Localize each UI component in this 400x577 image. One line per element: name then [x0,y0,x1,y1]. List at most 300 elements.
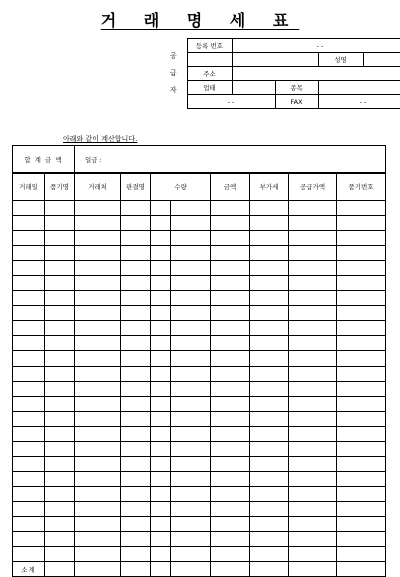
ledger-cell[interactable] [121,547,151,562]
ledger-cell[interactable] [211,261,250,276]
ledger-entry-row [13,471,386,486]
ledger-cell[interactable] [121,231,151,246]
ledger-cell[interactable] [45,396,75,411]
ledger-entry-row [13,486,386,501]
ledger-cell[interactable] [171,231,211,246]
ledger-cell[interactable] [337,306,386,321]
ledger-cell[interactable] [75,231,121,246]
subtotal-row [13,562,386,577]
ledger-cell[interactable] [337,501,386,516]
ledger-cell[interactable] [171,366,211,381]
ledger-cell[interactable] [75,471,121,486]
ledger-entry-row [13,411,386,426]
ledger-cell[interactable] [289,471,337,486]
ledger-cell[interactable] [75,486,121,501]
ledger-cell[interactable] [151,216,171,231]
ledger-cell[interactable] [211,306,250,321]
ledger-cell[interactable] [121,532,151,547]
ledger-header-row [13,173,386,201]
ledger-cell[interactable] [151,426,171,441]
ledger-cell[interactable] [211,351,250,366]
ledger-cell[interactable] [75,501,121,516]
ledger-cell[interactable] [171,456,211,471]
ledger-cell[interactable] [211,201,250,216]
ledger-cell[interactable] [337,336,386,351]
supplier-info-table [160,38,400,109]
ledger-cell[interactable] [337,396,386,411]
ledger-cell[interactable] [75,351,121,366]
ledger-cell[interactable] [75,336,121,351]
ledger-cell[interactable] [75,366,121,381]
ledger-cell[interactable] [13,306,45,321]
ledger-cell[interactable] [45,336,75,351]
notice-text: 아래와 같이 계산합니다. [63,135,138,143]
ledger-entry-row [13,201,386,216]
ledger-cell[interactable] [211,366,250,381]
header-quantity: 수량 [151,173,211,201]
header-transaction-date: 거래일 [13,173,45,201]
ledger-cell[interactable] [121,351,151,366]
ledger-cell[interactable] [171,532,211,547]
ledger-cell[interactable] [45,501,75,516]
ledger-cell[interactable] [211,471,250,486]
ledger-cell[interactable] [121,486,151,501]
ledger-cell[interactable] [75,201,121,216]
ledger-cell[interactable] [289,366,337,381]
ledger-cell[interactable] [171,562,211,577]
ledger-cell[interactable] [250,411,289,426]
ledger-cell[interactable] [121,246,151,261]
ledger-cell[interactable] [211,426,250,441]
ledger-entry-row [13,291,386,306]
ledger-cell[interactable] [171,216,211,231]
ledger-cell[interactable] [171,396,211,411]
ledger-entry-row [13,261,386,276]
ledger-cell[interactable] [289,562,337,577]
ledger-cell[interactable] [289,216,337,231]
ledger-cell[interactable] [75,246,121,261]
ledger-entry-row [13,246,386,261]
ledger-cell[interactable] [289,532,337,547]
ledger-cell[interactable] [211,411,250,426]
ledger-cell[interactable] [75,516,121,531]
header-item-number: 품기번호 [337,173,386,201]
ledger-cell[interactable] [121,261,151,276]
ledger-cell[interactable] [250,562,289,577]
ledger-cell[interactable] [13,486,45,501]
ledger-cell[interactable] [13,381,45,396]
ledger-cell[interactable] [289,516,337,531]
ledger-cell[interactable] [13,336,45,351]
ledger-cell[interactable] [121,471,151,486]
ledger-cell[interactable] [75,562,121,577]
ledger-cell[interactable] [250,516,289,531]
ledger-cell[interactable] [121,411,151,426]
ledger-cell[interactable] [337,426,386,441]
ledger-cell[interactable] [250,486,289,501]
phone-value: - - [187,95,275,109]
ledger-entry-row [13,306,386,321]
ledger-entry-row [13,426,386,441]
ledger-cell[interactable] [13,396,45,411]
ledger-cell[interactable] [45,246,75,261]
ledger-cell[interactable] [151,381,171,396]
ledger-entry-row [13,336,386,351]
ledger-cell[interactable] [250,246,289,261]
ledger-cell[interactable] [211,486,250,501]
ledger-cell[interactable] [171,547,211,562]
ledger-cell[interactable] [75,321,121,336]
ledger-entry-row [13,366,386,381]
ledger-cell[interactable] [121,441,151,456]
ledger-cell[interactable] [171,426,211,441]
ledger-cell[interactable] [45,351,75,366]
ledger-cell[interactable] [211,231,250,246]
ledger-cell[interactable] [13,291,45,306]
ledger-cell[interactable] [171,486,211,501]
ledger-entry-row [13,396,386,411]
ledger-entry-row [13,501,386,516]
ledger-cell[interactable] [289,261,337,276]
supplier-side-label: 공 급 자 [169,52,177,94]
ledger-cell[interactable] [337,411,386,426]
representative-name-value[interactable] [363,53,400,67]
ledger-cell[interactable] [211,291,250,306]
ledger-cell[interactable] [121,562,151,577]
ledger-cell[interactable] [151,501,171,516]
ledger-cell[interactable] [121,516,151,531]
ledger-cell[interactable] [289,441,337,456]
ledger-entry-row [13,351,386,366]
header-amount: 금액 [211,173,250,201]
ledger-cell[interactable] [13,276,45,291]
ledger-cell[interactable] [211,276,250,291]
ledger-cell[interactable] [337,231,386,246]
ledger-cell[interactable] [151,396,171,411]
ledger-cell[interactable] [250,381,289,396]
ledger-cell[interactable] [13,547,45,562]
ledger-cell[interactable] [171,246,211,261]
ledger-cell[interactable] [13,426,45,441]
registration-number-label: 등록 번호 [187,39,232,53]
ledger-cell[interactable] [289,201,337,216]
ledger-cell[interactable] [289,351,337,366]
ledger-cell[interactable] [250,501,289,516]
ledger-cell[interactable] [337,291,386,306]
ledger-cell[interactable] [211,532,250,547]
ledger-cell[interactable] [337,366,386,381]
ledger-cell[interactable] [337,441,386,456]
ledger-cell[interactable] [45,321,75,336]
ledger-cell[interactable] [121,456,151,471]
ledger-cell[interactable] [337,321,386,336]
ledger-cell[interactable] [121,336,151,351]
ledger-cell[interactable] [75,547,121,562]
ledger-cell[interactable] [13,216,45,231]
ledger-cell[interactable] [337,351,386,366]
ledger-cell[interactable] [45,366,75,381]
ledger-cell[interactable] [289,486,337,501]
ledger-cell[interactable] [250,321,289,336]
ledger-cell[interactable] [211,396,250,411]
ledger-cell[interactable] [121,216,151,231]
ledger-cell[interactable] [337,562,386,577]
ledger-cell[interactable] [151,486,171,501]
ledger-cell[interactable] [45,381,75,396]
ledger-cell[interactable] [211,516,250,531]
document-title: 거 래 명 세 표 [100,11,300,30]
ledger-cell[interactable] [151,351,171,366]
total-amount-label: 합 계 금 액 [13,146,75,174]
ledger-cell[interactable] [75,261,121,276]
ledger-cell[interactable] [250,366,289,381]
ledger-cell[interactable] [151,321,171,336]
ledger-cell[interactable] [45,411,75,426]
ledger-cell[interactable] [211,441,250,456]
ledger-cell[interactable] [289,231,337,246]
ledger-cell[interactable] [337,201,386,216]
header-supply-value: 공급가액 [289,173,337,201]
ledger-cell[interactable] [13,366,45,381]
ledger-cell[interactable] [151,547,171,562]
ledger-cell[interactable] [250,306,289,321]
ledger-cell[interactable] [151,532,171,547]
ledger-cell[interactable] [45,471,75,486]
company-name-cell[interactable] [187,53,232,67]
ledger-cell[interactable] [13,441,45,456]
ledger-cell[interactable] [151,291,171,306]
ledger-cell[interactable] [250,261,289,276]
ledger-cell[interactable] [250,276,289,291]
ledger-cell[interactable] [75,396,121,411]
ledger-entry-row [13,516,386,531]
ledger-cell[interactable] [337,261,386,276]
header-item-name: 품기명 [45,173,75,201]
ledger-cell[interactable] [121,396,151,411]
ledger-cell[interactable] [289,411,337,426]
ledger-cell[interactable] [211,246,250,261]
ledger-entry-row [13,216,386,231]
ledger-cell[interactable] [75,441,121,456]
ledger-cell[interactable] [121,201,151,216]
ledger-cell[interactable] [45,201,75,216]
ledger-cell[interactable] [151,366,171,381]
ledger-cell[interactable] [13,261,45,276]
ledger-cell[interactable] [211,336,250,351]
total-amount-table [12,145,386,174]
ledger-cell[interactable] [75,532,121,547]
ledger-cell[interactable] [45,516,75,531]
ledger-cell[interactable] [121,366,151,381]
ledger-cell[interactable] [45,216,75,231]
header-client: 거래처 [75,173,121,201]
ledger-cell[interactable] [45,562,75,577]
ledger-cell[interactable] [211,501,250,516]
ledger-cell[interactable] [45,426,75,441]
ledger-cell[interactable] [337,532,386,547]
ledger-cell[interactable] [151,246,171,261]
ledger-cell[interactable] [151,471,171,486]
ledger-cell[interactable] [289,381,337,396]
ledger-cell[interactable] [211,547,250,562]
ledger-cell[interactable] [250,396,289,411]
ledger-entry-row [13,547,386,562]
ledger-entry-row [13,456,386,471]
ledger-cell[interactable] [75,456,121,471]
total-amount-value[interactable]: 일금 : [75,146,386,174]
ledger-cell[interactable] [13,321,45,336]
fax-value: - - [318,95,400,109]
ledger-cell[interactable] [151,441,171,456]
ledger-cell[interactable] [171,441,211,456]
ledger-cell[interactable] [45,291,75,306]
ledger-cell[interactable] [45,231,75,246]
company-name-value[interactable] [232,53,318,67]
ledger-cell[interactable] [337,381,386,396]
ledger-cell[interactable] [211,321,250,336]
ledger-cell[interactable] [289,306,337,321]
ledger-cell[interactable] [75,216,121,231]
ledger-cell[interactable] [171,501,211,516]
ledger-cell[interactable] [151,306,171,321]
representative-name-label: 성명 [318,53,363,67]
ledger-cell[interactable] [289,396,337,411]
ledger-cell[interactable] [151,201,171,216]
ledger-entry-row [13,231,386,246]
ledger-cell[interactable] [171,381,211,396]
ledger-cell[interactable] [250,336,289,351]
ledger-cell[interactable] [250,471,289,486]
ledger-cell[interactable] [121,426,151,441]
ledger-cell[interactable] [13,532,45,547]
ledger-cell[interactable] [289,246,337,261]
ledger-entry-row [13,532,386,547]
ledger-entry-row [13,381,386,396]
business-type-value[interactable] [232,81,275,95]
ledger-cell[interactable] [171,516,211,531]
ledger-cell[interactable] [121,501,151,516]
ledger-cell[interactable] [337,456,386,471]
ledger-cell[interactable] [13,471,45,486]
ledger-cell[interactable] [121,306,151,321]
business-type-label: 업태 [187,81,232,95]
ledger-entry-row [13,321,386,336]
ledger-cell[interactable] [13,231,45,246]
ledger-cell[interactable] [337,547,386,562]
ledger-cell[interactable] [289,336,337,351]
address-value[interactable] [232,67,400,81]
ledger-cell[interactable] [289,291,337,306]
ledger-cell[interactable] [171,276,211,291]
ledger-cell[interactable] [250,291,289,306]
ledger-cell[interactable] [75,381,121,396]
ledger-cell[interactable] [211,456,250,471]
ledger-cell[interactable] [171,321,211,336]
ledger-cell[interactable] [151,411,171,426]
ledger-cell[interactable] [45,276,75,291]
ledger-cell[interactable] [289,321,337,336]
ledger-cell[interactable] [75,291,121,306]
ledger-cell[interactable] [121,291,151,306]
ledger-cell[interactable] [45,456,75,471]
ledger-cell[interactable] [45,441,75,456]
ledger-cell[interactable] [289,426,337,441]
ledger-cell[interactable] [250,231,289,246]
ledger-cell[interactable] [75,426,121,441]
ledger-cell[interactable] [151,456,171,471]
ledger-cell[interactable] [13,246,45,261]
ledger-cell[interactable] [45,547,75,562]
ledger-cell[interactable] [13,411,45,426]
ledger-cell[interactable] [121,321,151,336]
ledger-cell[interactable] [337,216,386,231]
ledger-cell[interactable] [121,276,151,291]
ledger-cell[interactable] [151,516,171,531]
ledger-cell[interactable] [171,261,211,276]
ledger-cell[interactable] [45,486,75,501]
ledger-cell[interactable] [250,351,289,366]
ledger-cell[interactable] [121,381,151,396]
ledger-cell[interactable] [75,306,121,321]
ledger-cell[interactable] [151,261,171,276]
ledger-cell[interactable] [171,351,211,366]
ledger-cell[interactable] [337,486,386,501]
transaction-ledger-table [12,172,386,577]
ledger-cell[interactable] [75,411,121,426]
ledger-cell[interactable] [289,276,337,291]
ledger-cell[interactable] [171,471,211,486]
ledger-cell[interactable] [171,291,211,306]
ledger-cell[interactable] [250,547,289,562]
ledger-cell[interactable] [151,562,171,577]
ledger-cell[interactable] [13,516,45,531]
ledger-cell[interactable] [337,246,386,261]
ledger-cell[interactable] [250,456,289,471]
ledger-cell[interactable] [250,201,289,216]
ledger-cell[interactable] [337,471,386,486]
ledger-cell[interactable] [13,201,45,216]
ledger-cell[interactable] [211,216,250,231]
business-item-value[interactable] [318,81,400,95]
ledger-cell[interactable] [45,261,75,276]
ledger-cell[interactable] [337,276,386,291]
ledger-cell[interactable] [151,231,171,246]
ledger-cell[interactable] [13,351,45,366]
business-item-label: 종목 [275,81,318,95]
ledger-cell[interactable] [171,306,211,321]
ledger-cell[interactable] [250,426,289,441]
ledger-cell[interactable] [211,381,250,396]
ledger-cell[interactable] [13,501,45,516]
ledger-cell[interactable] [250,216,289,231]
ledger-cell[interactable] [13,456,45,471]
ledger-cell[interactable] [211,562,250,577]
ledger-cell[interactable] [337,516,386,531]
ledger-cell[interactable] [289,501,337,516]
ledger-cell[interactable] [75,276,121,291]
ledger-cell[interactable] [45,532,75,547]
ledger-cell[interactable] [171,336,211,351]
ledger-cell[interactable] [289,456,337,471]
ledger-cell[interactable] [289,547,337,562]
ledger-cell[interactable] [250,441,289,456]
ledger-cell[interactable] [151,276,171,291]
ledger-cell[interactable] [250,532,289,547]
ledger-cell[interactable] [45,306,75,321]
ledger-cell[interactable] [171,201,211,216]
ledger-cell[interactable] [151,336,171,351]
ledger-cell[interactable] [171,411,211,426]
